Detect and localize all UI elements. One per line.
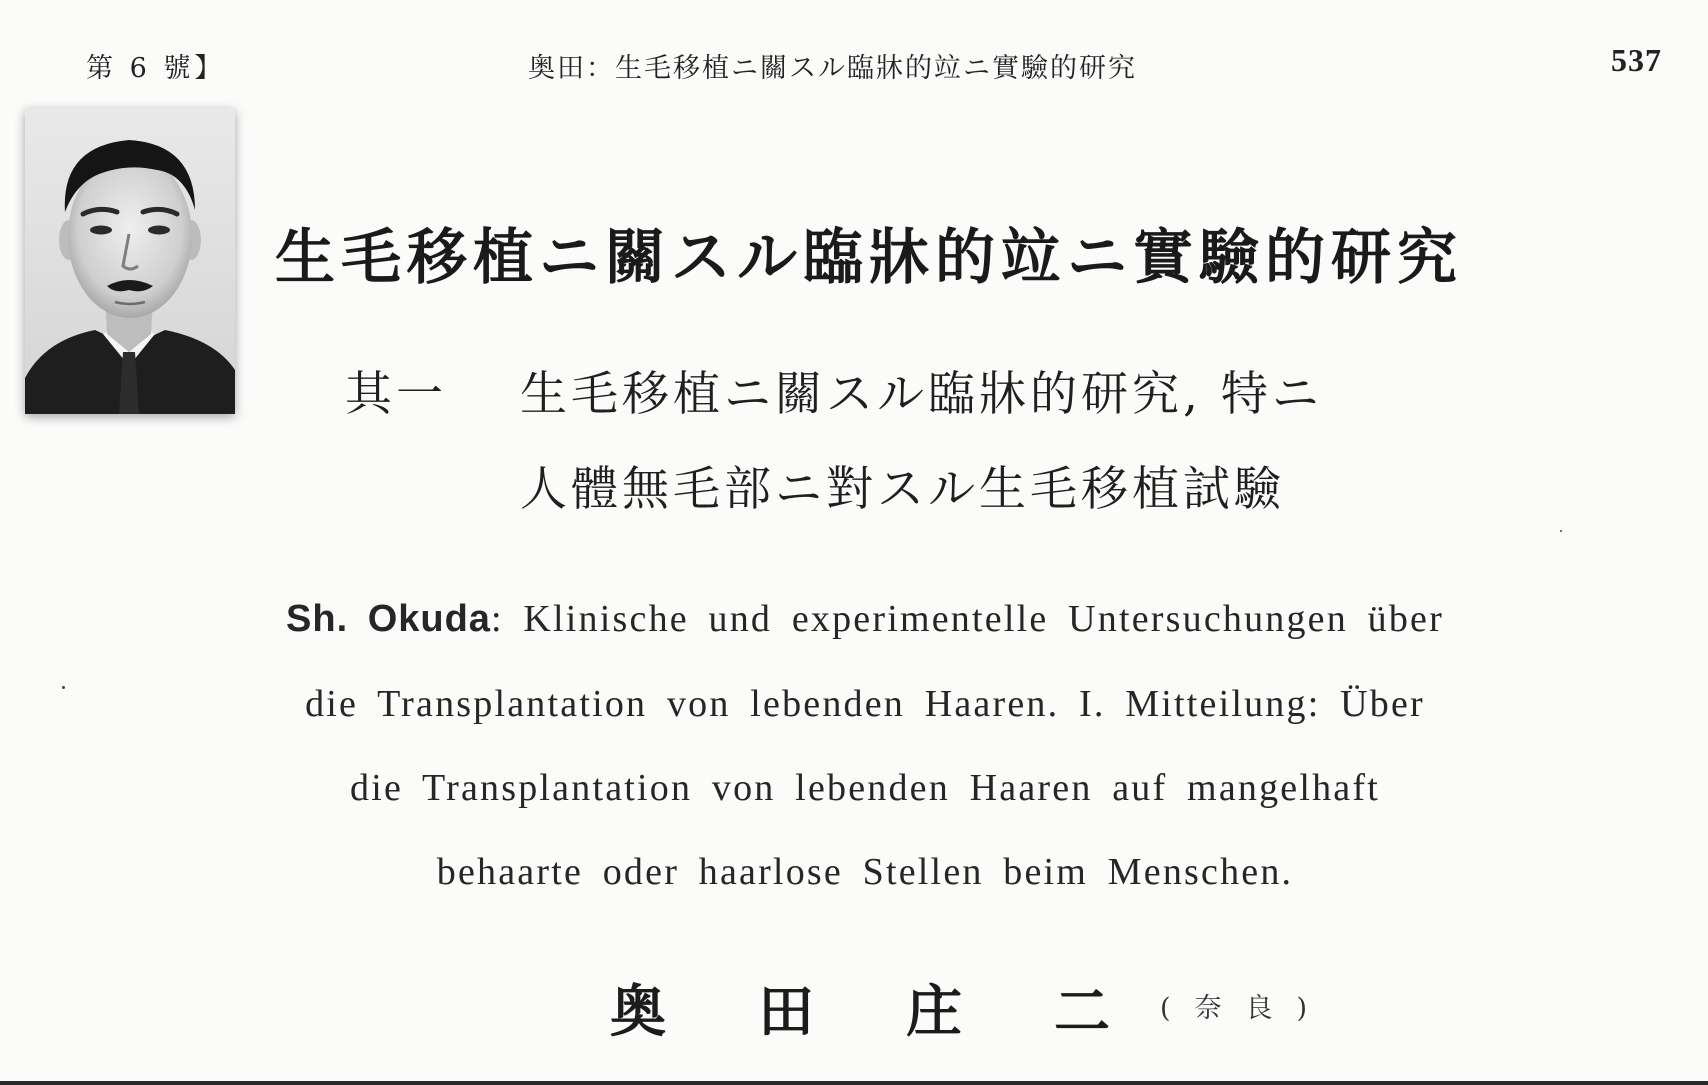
page-edge (0, 1081, 1708, 1085)
author-portrait (25, 108, 235, 414)
german-title-line-1 (230, 597, 1500, 641)
german-title-line-3: die Transplantation von lebenden Haaren auf mangelhaft (350, 767, 1380, 809)
print-speck (1560, 530, 1562, 532)
author-name: 奥田庄二 (610, 979, 1202, 1045)
german-title-line-2: die Transplantation von lebenden Haaren. I. Mitteilung: Über (305, 683, 1425, 725)
subtitle-line-1: 生毛移植ニ關スル臨牀的研究, 特ニ (520, 367, 1323, 422)
page-number: 537 (1611, 42, 1662, 78)
author-affiliation: (奈良) (1160, 993, 1332, 1024)
portrait-photo-icon (25, 108, 235, 414)
print-speck (62, 686, 65, 689)
issue-number: 第 6 號】 (86, 53, 226, 84)
german-line-1-text: : Klinische und experimentelle Untersuchungen über (490, 598, 1444, 640)
german-author: Sh. Okuda (286, 598, 491, 640)
article-title: 生毛移植ニ關スル臨牀的竝ニ實驗的研究 (275, 223, 1463, 293)
running-title: 奥田：生毛移植ニ關スル臨牀的竝ニ實驗的研究 (528, 53, 1137, 84)
subtitle-line-2: 人體無毛部ニ對スル生毛移植試驗 (520, 462, 1285, 517)
part-label: 其一 (345, 367, 447, 422)
german-title-line-4: behaarte oder haarlose Stellen beim Menschen. (436, 851, 1294, 893)
